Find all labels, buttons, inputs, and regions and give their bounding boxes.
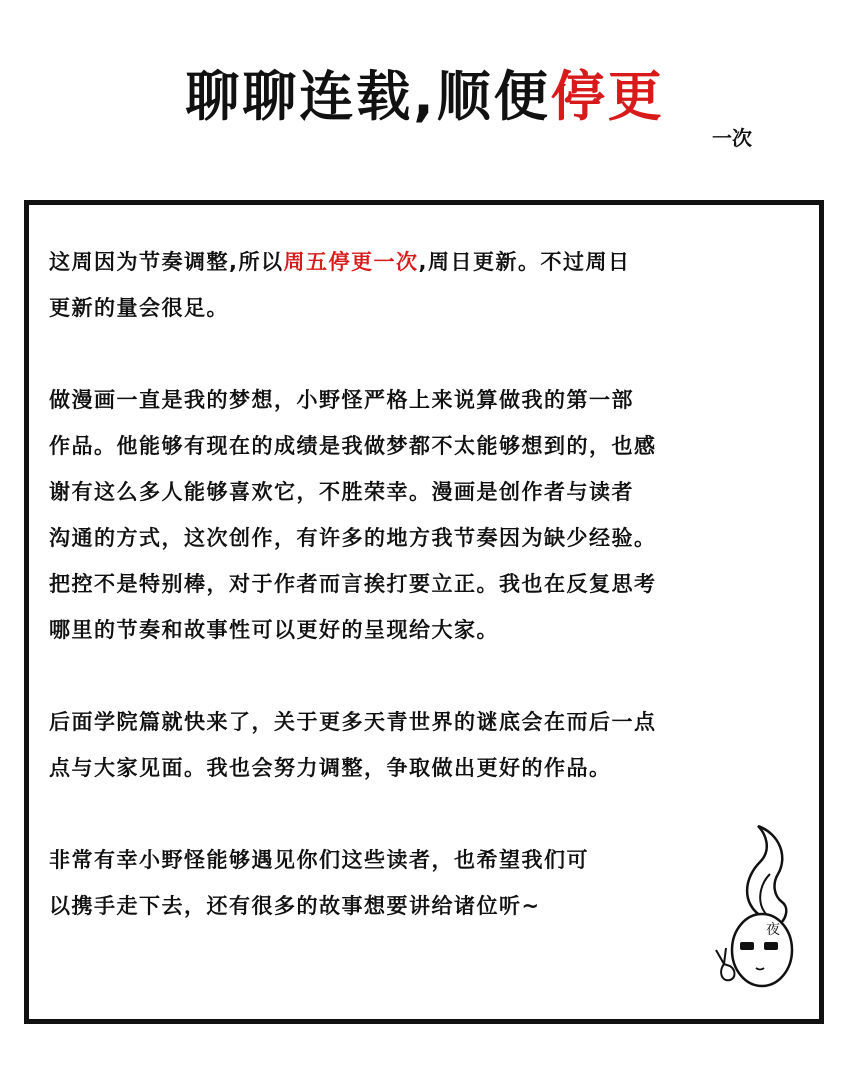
text-line: 沟通的方式，这次创作，有许多的地方我节奏因为缺少经验。: [49, 526, 657, 550]
text-line: 作品。他能够有现在的成绩是我做梦都不太能够想到的，也感: [49, 434, 657, 458]
text-line: 非常有幸小野怪能够遇见你们这些读者，也希望我们可: [49, 848, 589, 872]
text-line: 这周因为节奏调整,所以周五停更一次,周日更新。不过周日: [49, 250, 631, 274]
mascot-head-icon: [732, 914, 792, 986]
paragraph-2: [49, 377, 809, 653]
title-text: 聊聊连载,顺便: [185, 65, 551, 128]
paragraph-3: [49, 699, 809, 791]
paragraph-1: [49, 239, 809, 331]
text-line: 更新的量会很足。: [49, 296, 229, 320]
ghost-mascot-illustration: [700, 822, 815, 992]
text-line: 以携手走下去，还有很多的故事想要讲给诸位听~: [49, 894, 541, 918]
text-line: 点与大家见面。我也会努力调整，争取做出更好的作品。: [49, 756, 612, 780]
text-line: 把控不是特别棒，对于作者而言挨打要立正。我也在反复思考: [49, 572, 657, 596]
text-line: 做漫画一直是我的梦想，小野怪严格上来说算做我的第一部: [49, 388, 634, 412]
highlight-text: 周五停更一次: [283, 250, 419, 274]
title-highlight: 停更: [550, 65, 665, 128]
mascot-forehead-char: 夜: [766, 922, 780, 938]
paragraph-4: [49, 837, 809, 929]
text-line: 哪里的节奏和故事性可以更好的呈现给大家。: [49, 618, 499, 642]
mascot-flame-icon: [747, 826, 786, 926]
title-subnote: 一次: [712, 126, 752, 150]
text-line: 后面学院篇就快来了，关于更多天青世界的谜底会在而后一点: [49, 710, 657, 734]
text-line: 谢有这么多人能够喜欢它，不胜荣幸。漫画是创作者与读者: [49, 480, 634, 504]
announcement-body: [49, 239, 809, 975]
